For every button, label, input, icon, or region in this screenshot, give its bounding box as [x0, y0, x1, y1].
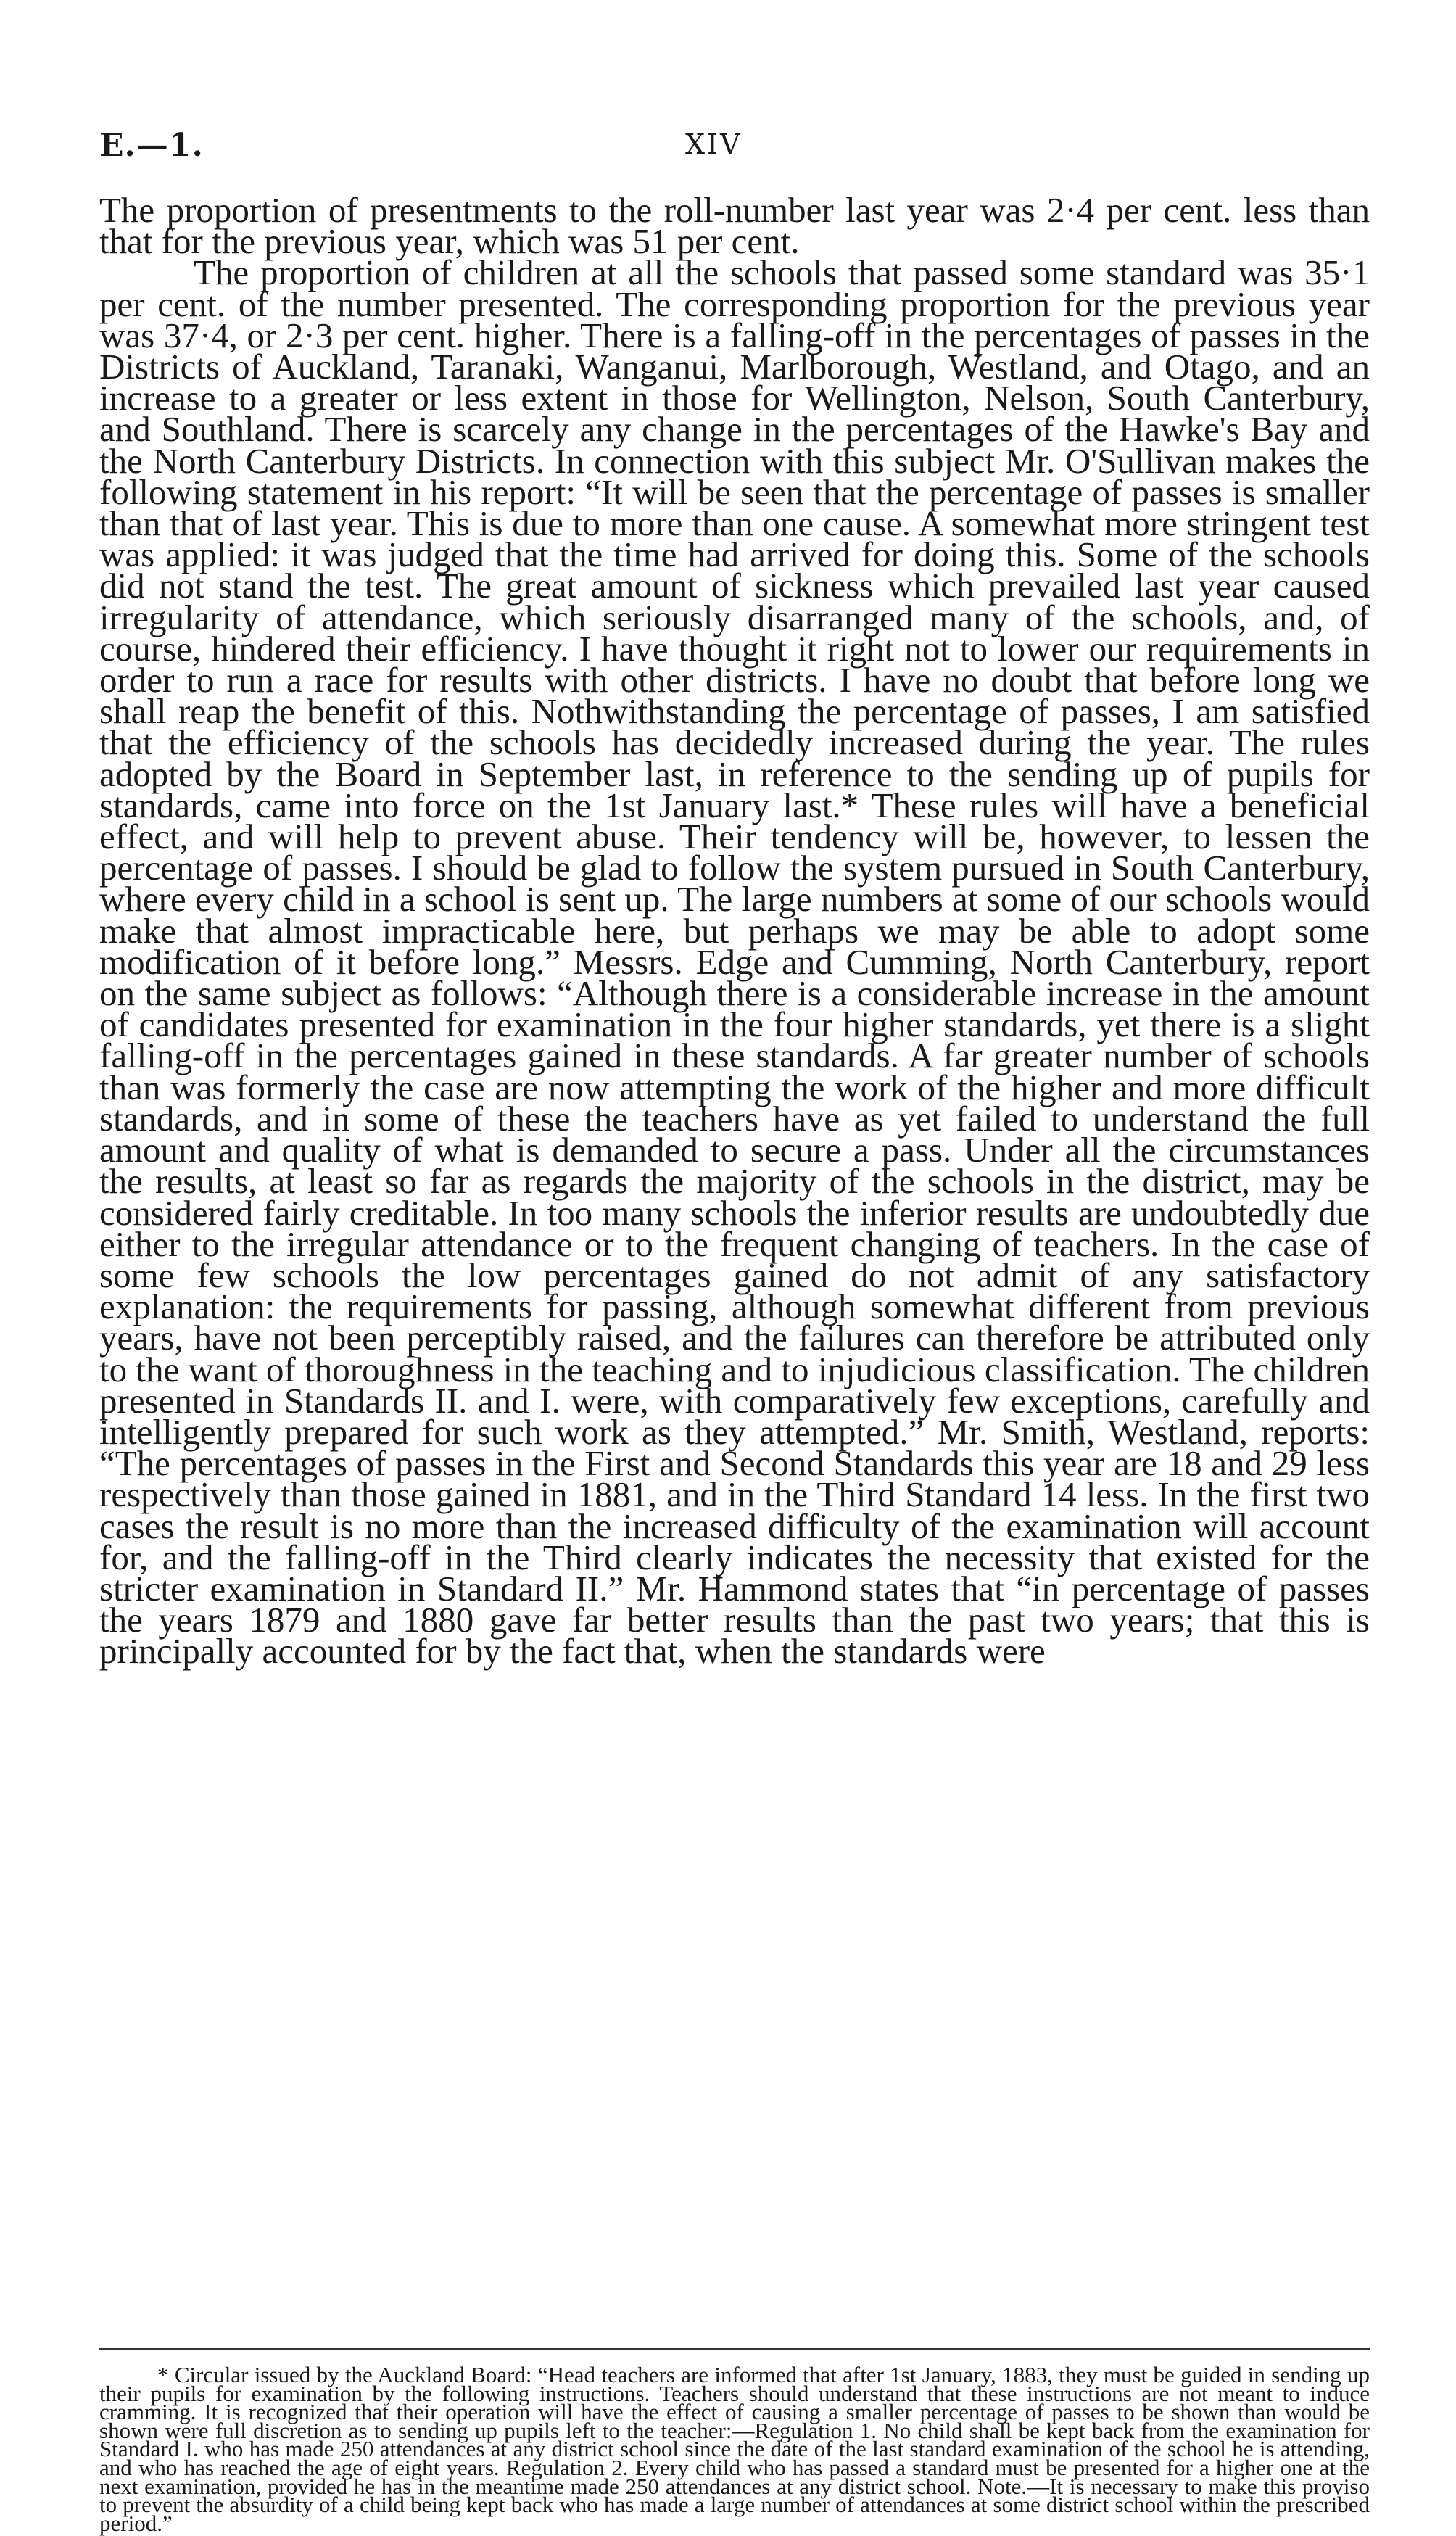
- page-number: XIV: [685, 128, 743, 160]
- footnote-text: * Circular issued by the Auckland Board: “Head teachers are informed that after 1st January, 1883, they must be guided in sending up their pupils for examination by the following instructions. Teachers should understand that these instructions are not meant to induce cramming. It is recognized that their operation will have the effect of causing a smaller percentage of passes to be shown than would be shown were full discretion as to sending up pupils left to the teacher:—Regulation 1. No child shall be kept back from the examination for Standard I. who has made 250 attendances at any district school since the date of the last standard examination of the school he is attending, and who has reached the age of eight years. Regulation 2. Every child who has passed a standard must be presented for a higher one at the next examination, provided he has in the meantime made 250 attendances at any district school. Note.—It is necessary to make this proviso to prevent the absurdity of a child being kept back who has made a large number of attendances at some district school within the prescribed period.”: [99, 2362, 1370, 2536]
- body-text: [99, 190, 1370, 1672]
- footnote: [99, 2362, 1370, 2536]
- paragraph: The proportion of children at all the schools that passed some standard was 35·1 per cent. of the number presented. The corresponding proportion for the previous year was 37·4, or 2·3 per cent. higher. There is a falling-off in the percentages of passes in the Districts of Auckland, Taranaki, Wanganui, Marlborough, Westland, and Otago, and an increase to a greater or less extent in those for Wellington, Nelson, South Canterbury, and Southland. There is scarcely any change in the percentages of the Hawke's Bay and the North Canterbury Districts. In connection with this subject Mr. O'Sullivan makes the following statement in his report: “It will be seen that the percentage of passes is smaller than that of last year. This is due to more than one cause. A somewhat more stringent test was applied: it was judged that the time had arrived for doing this. Some of the schools did not stand the test. The great amount of sickness which prevailed last year caused irregularity of attendance, which seriously disarranged many of the schools, and, of course, hindered their efficiency. I have thought it right not to lower our requirements in order to run a race for results with other districts. I have no doubt that before long we shall reap the benefit of this. Nothwithstanding the percentage of passes, I am satisfied that the efficiency of the schools has decidedly increased during the year. The rules adopted by the Board in September last, in reference to the sending up of pupils for standards, came into force on the 1st January last.* These rules will have a beneficial effect, and will help to prevent abuse. Their tendency will be, however, to lessen the percentage of passes. I should be glad to follow the system pursued in South Canterbury, where every child in a school is sent up. The large numbers at some of our schools would make that almost impracticable here, but perhaps we may be able to adopt some modification of it before long.” Messrs. Edge and Cumming, North Canterbury, report on the same subject as follows: “Although there is a considerable increase in the amount of candidates presented for examination in the four higher standards, yet there is a slight falling-off in the percentages gained in these standards. A far greater number of schools than was formerly the case are now attempting the work of the higher and more difficult standards, and in some of these the teachers have as yet failed to understand the full amount and quality of what is demanded to secure a pass. Under all the circumstances the results, at least so far as regards the majority of the schools in the district, may be considered fairly creditable. In too many schools the inferior results are undoubtedly due either to the irregular attendance or to the frequent changing of teachers. In the case of some few schools the low percentages gained do not admit of any satisfactory explanation: the requirements for passing, although somewhat different from previous years, have not been perceptibly raised, and the failures can therefore be attributed only to the want of thoroughness in the teaching and to injudicious classification. The children presented in Standards II. and I. were, with comparatively few exceptions, carefully and intelligently prepared for such work as they attempted.” Mr. Smith, Westland, reports: “The percentages of passes in the First and Second Standards this year are 18 and 29 less respectively than those gained in 1881, and in the Third Standard 14 less. In the first two cases the result is no more than the increased difficulty of the examination will account for, and the falling-off in the Third clearly indicates the necessity that existed for the stricter examination in Standard II.” Mr. Hammond states that “in percentage of passes the years 1879 and 1880 gave far better results than the past two years; that this is principally accounted for by the fact that, when the standards were: [99, 252, 1370, 1672]
- document-reference: E.—1.: [99, 127, 204, 164]
- footnote-divider: [99, 2348, 1370, 2350]
- page-header: [99, 127, 1370, 170]
- paragraph: The proportion of presentments to the roll-number last year was 2·4 per cent. less than that for the previous year, which was 51 per cent.: [99, 190, 1370, 262]
